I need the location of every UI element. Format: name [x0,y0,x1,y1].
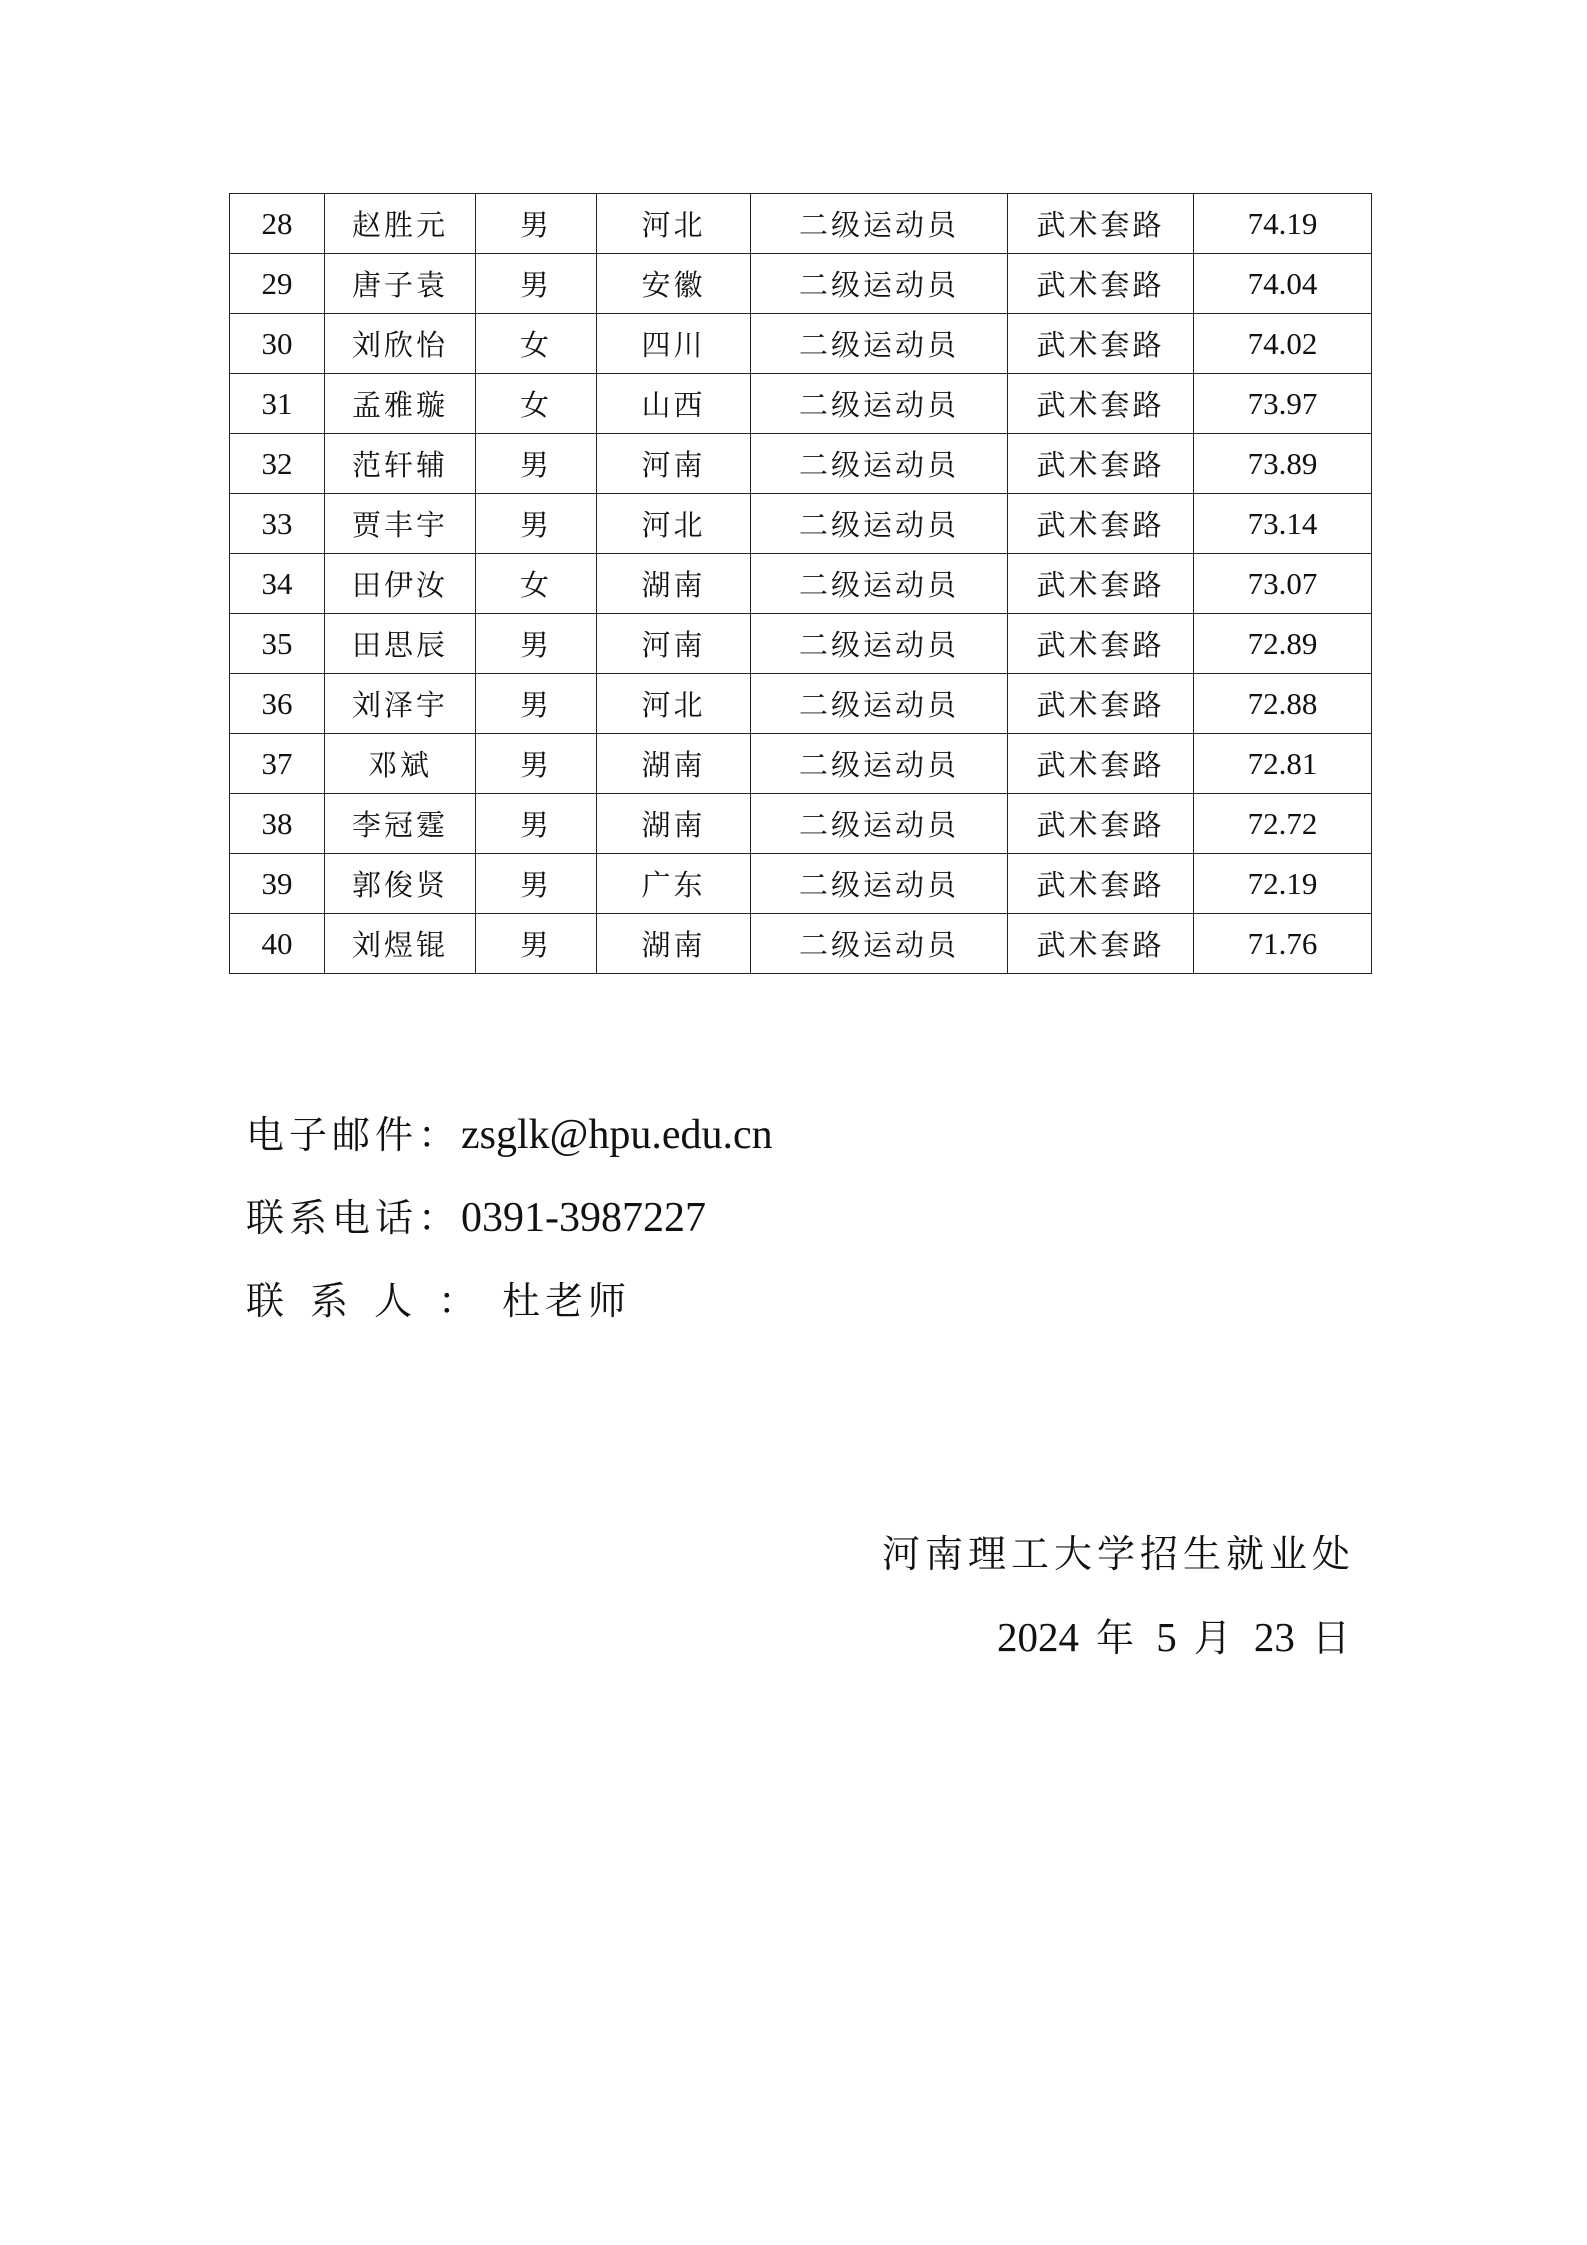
cell-level: 二级运动员 [751,674,1008,734]
cell-score: 72.89 [1194,614,1372,674]
cell-province: 广东 [597,854,751,914]
cell-score: 72.81 [1194,734,1372,794]
cell-name: 郭俊贤 [325,854,476,914]
date-year-unit: 年 [1096,1616,1140,1660]
cell-name: 赵胜元 [325,194,476,254]
cell-event: 武术套路 [1008,914,1194,974]
cell-gender: 男 [476,494,597,554]
cell-name: 刘煜锟 [325,914,476,974]
cell-score: 74.04 [1194,254,1372,314]
cell-event: 武术套路 [1008,254,1194,314]
table-row [230,914,1372,974]
cell-level: 二级运动员 [751,494,1008,554]
cell-name: 刘欣怡 [325,314,476,374]
person-name: 杜老师 [502,1279,632,1323]
cell-name: 李冠霆 [325,794,476,854]
cell-event: 武术套路 [1008,314,1194,374]
table-row [230,314,1372,374]
cell-number: 40 [230,914,325,974]
contact-email-line [246,1104,773,1159]
table-row [230,794,1372,854]
cell-number: 32 [230,434,325,494]
cell-province: 山西 [597,374,751,434]
table-body [230,194,1372,974]
cell-name: 贾丰宇 [325,494,476,554]
cell-number: 39 [230,854,325,914]
cell-name: 唐子袁 [325,254,476,314]
cell-number: 34 [230,554,325,614]
table-row [230,434,1372,494]
cell-level: 二级运动员 [751,914,1008,974]
cell-level: 二级运动员 [751,194,1008,254]
cell-province: 四川 [597,314,751,374]
email-label: 电子邮件： [246,1113,462,1157]
cell-gender: 男 [476,614,597,674]
cell-province: 河北 [597,194,751,254]
cell-number: 35 [230,614,325,674]
cell-province: 湖南 [597,734,751,794]
cell-event: 武术套路 [1008,194,1194,254]
cell-province: 湖南 [597,554,751,614]
cell-gender: 男 [476,434,597,494]
signature-org: 河南理工大学招生就业处 [881,1532,1355,1576]
results-table [229,193,1372,974]
cell-name: 刘泽宇 [325,674,476,734]
signature-date [997,1607,1355,1662]
cell-event: 武术套路 [1008,674,1194,734]
cell-score: 74.02 [1194,314,1372,374]
cell-event: 武术套路 [1008,614,1194,674]
cell-level: 二级运动员 [751,614,1008,674]
phone-label: 联系电话： [246,1196,462,1240]
cell-score: 73.14 [1194,494,1372,554]
cell-number: 37 [230,734,325,794]
table-row [230,194,1372,254]
cell-number: 31 [230,374,325,434]
cell-score: 74.19 [1194,194,1372,254]
cell-number: 36 [230,674,325,734]
contact-person-line [246,1270,631,1325]
cell-province: 湖南 [597,794,751,854]
cell-gender: 男 [476,254,597,314]
cell-event: 武术套路 [1008,794,1194,854]
cell-level: 二级运动员 [751,794,1008,854]
cell-score: 72.88 [1194,674,1372,734]
cell-event: 武术套路 [1008,374,1194,434]
cell-gender: 男 [476,194,597,254]
cell-event: 武术套路 [1008,494,1194,554]
cell-number: 33 [230,494,325,554]
cell-province: 安徽 [597,254,751,314]
cell-name: 孟雅璇 [325,374,476,434]
cell-gender: 女 [476,554,597,614]
table-row [230,554,1372,614]
date-month: 5 [1156,1614,1177,1660]
cell-number: 29 [230,254,325,314]
table-row [230,614,1372,674]
cell-number: 30 [230,314,325,374]
cell-event: 武术套路 [1008,434,1194,494]
cell-province: 河北 [597,674,751,734]
cell-name: 邓斌 [325,734,476,794]
cell-province: 河南 [597,434,751,494]
cell-gender: 男 [476,794,597,854]
cell-score: 73.89 [1194,434,1372,494]
cell-event: 武术套路 [1008,734,1194,794]
cell-gender: 女 [476,374,597,434]
person-label: 联系人： [246,1279,503,1323]
cell-name: 范轩辅 [325,434,476,494]
cell-level: 二级运动员 [751,434,1008,494]
cell-level: 二级运动员 [751,314,1008,374]
cell-gender: 女 [476,314,597,374]
cell-score: 71.76 [1194,914,1372,974]
cell-level: 二级运动员 [751,374,1008,434]
cell-gender: 男 [476,854,597,914]
cell-level: 二级运动员 [751,734,1008,794]
cell-gender: 男 [476,914,597,974]
cell-score: 73.07 [1194,554,1372,614]
phone-number: 0391-3987227 [461,1195,707,1241]
table-row [230,254,1372,314]
cell-event: 武术套路 [1008,854,1194,914]
cell-level: 二级运动员 [751,854,1008,914]
date-day-unit: 日 [1311,1616,1355,1660]
cell-score: 73.97 [1194,374,1372,434]
cell-province: 湖南 [597,914,751,974]
table-row [230,674,1372,734]
date-year: 2024 [996,1614,1079,1660]
cell-province: 河南 [597,614,751,674]
table-row [230,854,1372,914]
cell-level: 二级运动员 [751,254,1008,314]
date-month-unit: 月 [1193,1616,1237,1660]
cell-score: 72.72 [1194,794,1372,854]
table-row [230,374,1372,434]
table-row [230,734,1372,794]
cell-score: 72.19 [1194,854,1372,914]
cell-event: 武术套路 [1008,554,1194,614]
cell-number: 38 [230,794,325,854]
cell-level: 二级运动员 [751,554,1008,614]
cell-number: 28 [230,194,325,254]
cell-gender: 男 [476,674,597,734]
cell-name: 田思辰 [325,614,476,674]
contact-phone-line [246,1187,706,1242]
table-row [230,494,1372,554]
cell-name: 田伊汝 [325,554,476,614]
cell-gender: 男 [476,734,597,794]
email-address: zsglk@hpu.edu.cn [461,1112,773,1158]
date-day: 23 [1253,1614,1295,1660]
cell-province: 河北 [597,494,751,554]
